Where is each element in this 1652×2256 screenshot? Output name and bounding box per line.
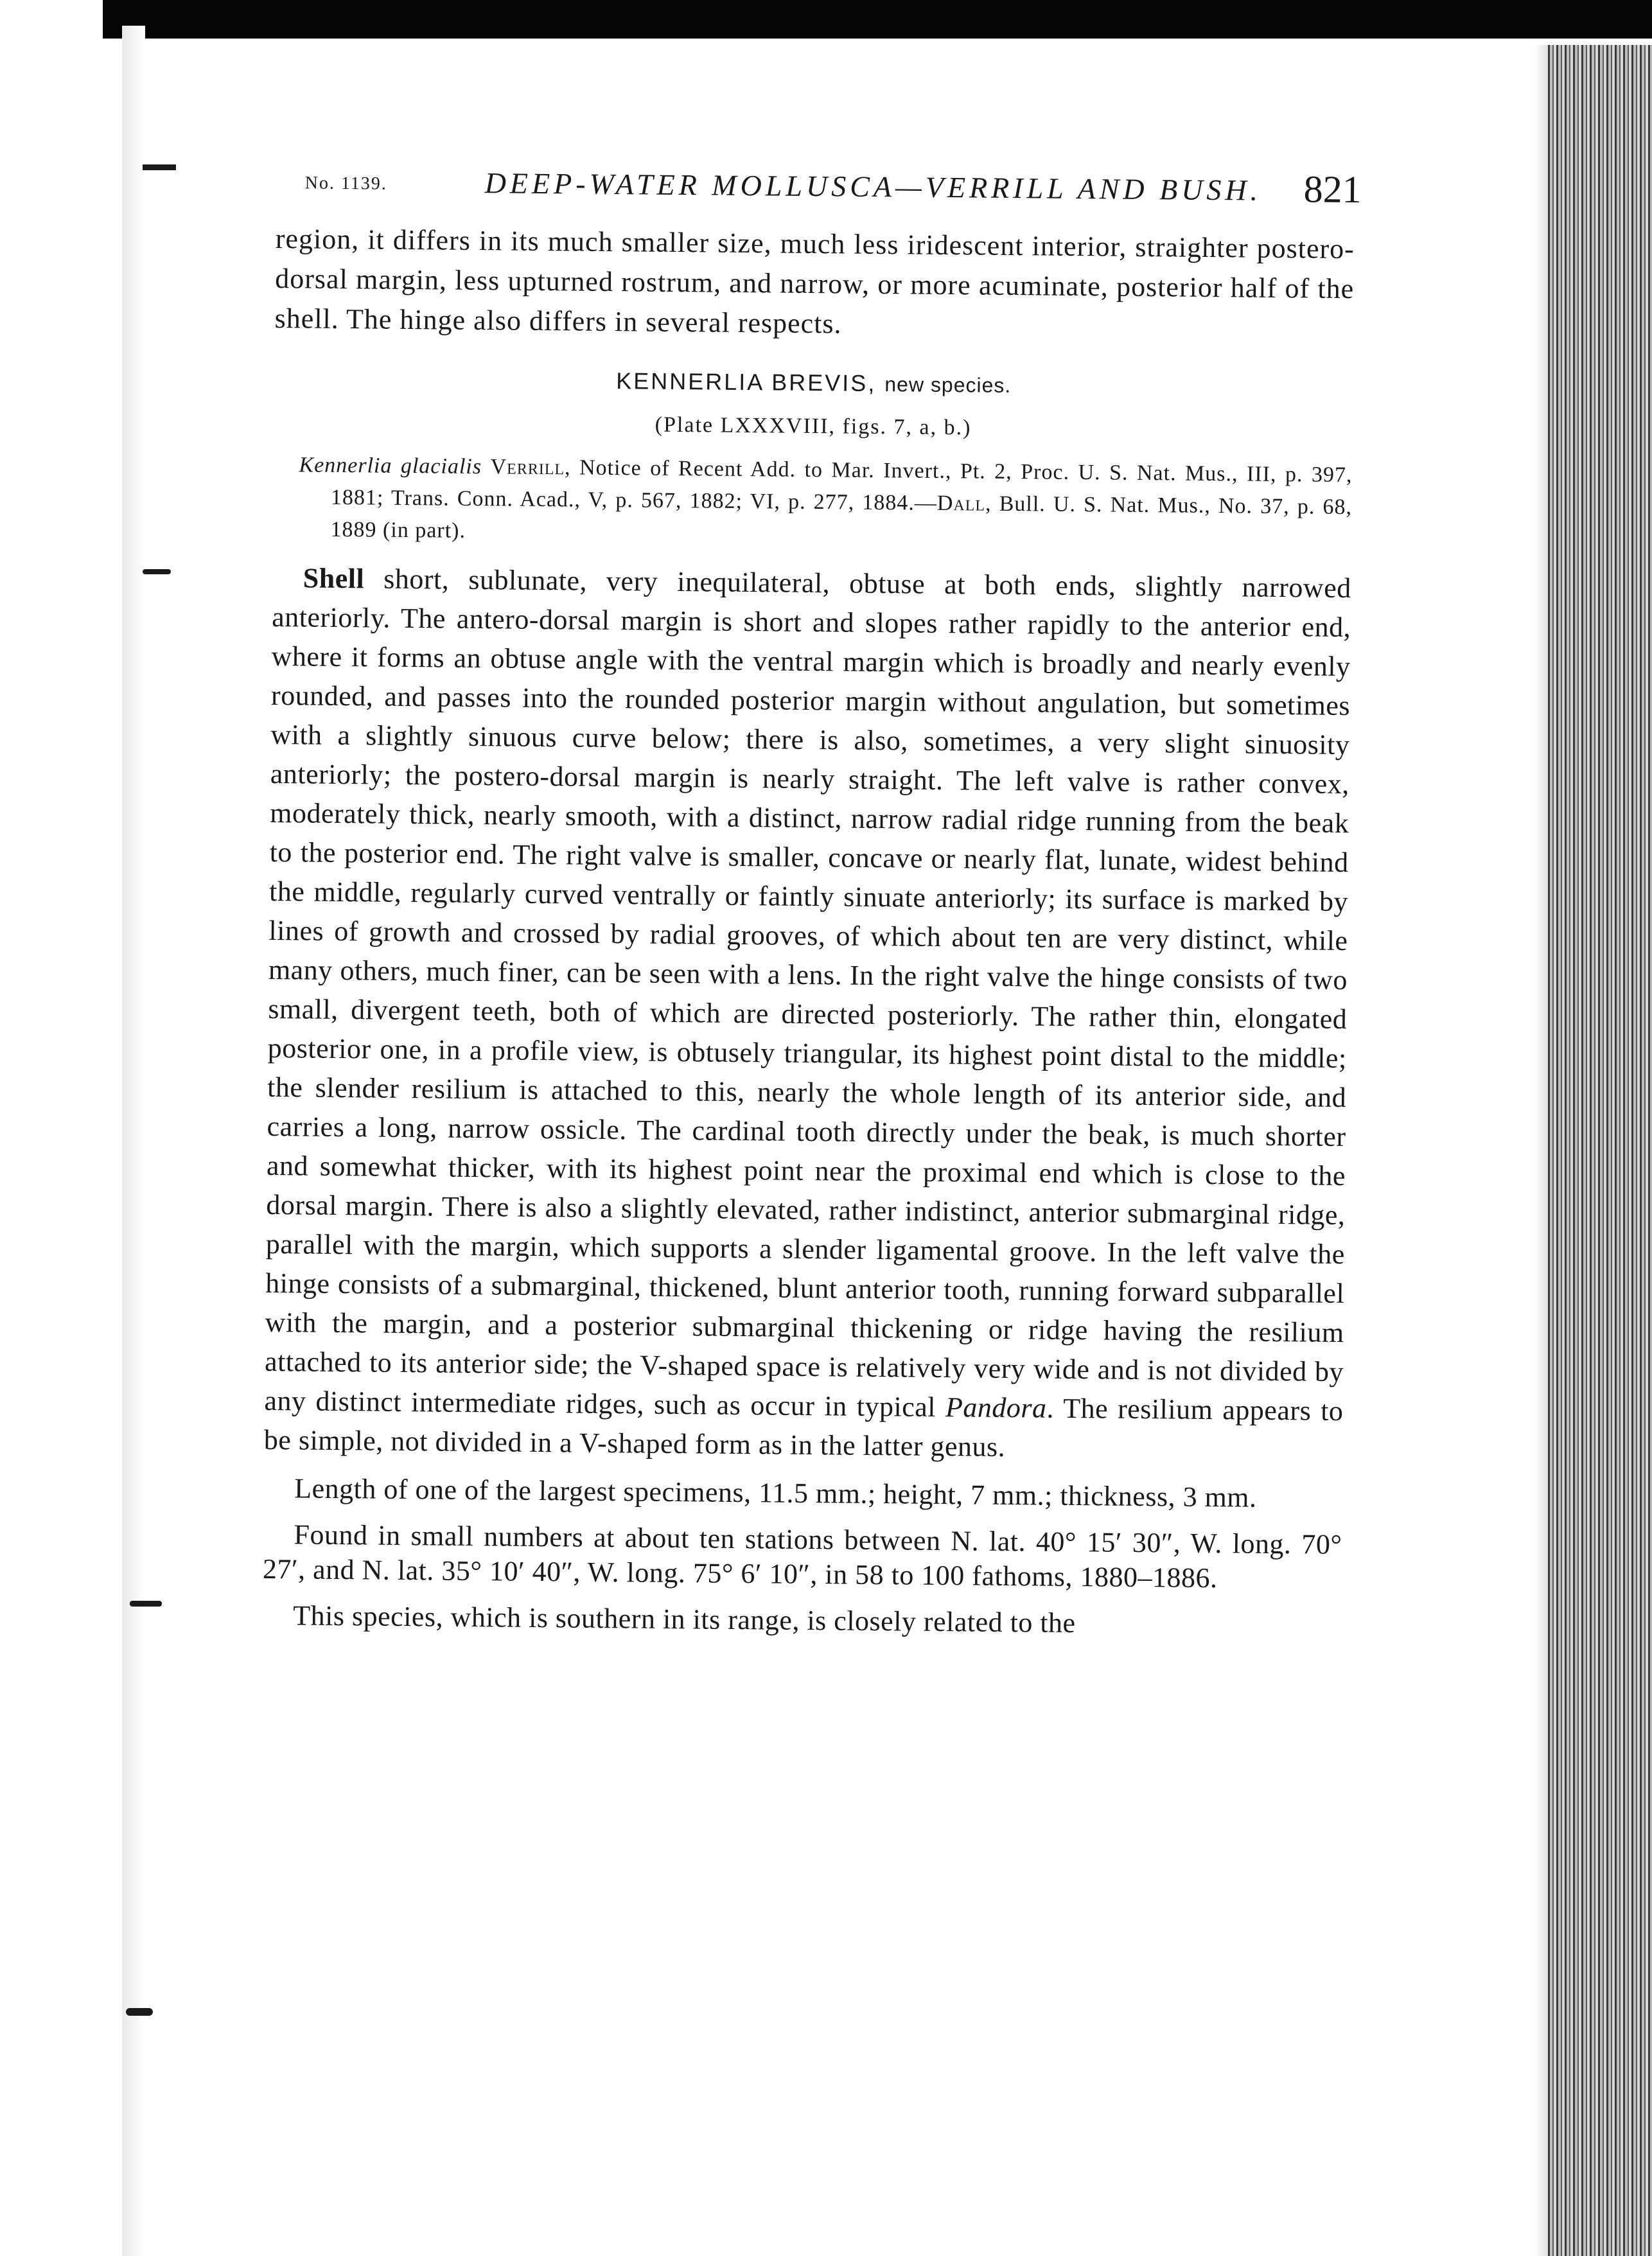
book-page <box>262 164 1362 1643</box>
synonym-reference: , Notice of Recent Add. to Mar. Invert., Pt. 2, Proc. U. S. Nat. Mus., III, p. 397, 1881; Trans. Conn. Acad., V, p. 567, 1882; VI, p. 277, 1884.— <box>330 455 1353 515</box>
species-name: KENNERLIA BREVIS, <box>616 367 877 396</box>
description-tail: . The resilium appears to be simple, not divided in a V-shaped form as in the latter genus. <box>263 1392 1344 1463</box>
synonym-author: Dall <box>936 491 986 516</box>
binding-mark <box>126 2008 153 2016</box>
binding-mark <box>143 164 176 170</box>
species-status: new species. <box>884 373 1012 397</box>
description-lead: Shell <box>303 562 365 595</box>
closing-paragraph: This species, which is southern in its range, is closely related to the <box>293 1599 1076 1639</box>
page-number: 821 <box>1303 168 1362 211</box>
species-heading <box>274 364 1353 401</box>
description-text: short, sublunate, very inequilateral, obtuse at both ends, slightly narrowed anteriorly. The antero-dorsal margin is short and slopes rather rapidly to the anterior end, where it forms an obtuse angle with the ventral margin which is broadly and nearly evenly rounded, and passes into the rounded posterior margin without angulation, but sometimes with a slightly sinuous curve below; there is also, sometimes, a very slight sinuosity anteriorly; the postero-dorsal margin is nearly straight. The left valve is rather convex, moderately thick, nearly smooth, with a distinct, narrow radial ridge running from the beak to the posterior end. The right valve is smaller, concave or nearly flat, lunate, widest behind the middle, regularly curved ventrally or faintly sinuate anteriorly; its surface is marked by lines of growth and crossed by radial grooves, of which about ten are very distinct, while many others, much finer, can be seen with a lens. In the right valve the hinge consists of two small, divergent teeth, both of which are directed posteriorly. The rather thin, elongated posterior one, in a profile view, is obtusely triangular, its highest point distal to the middle; the slender resilium is attached to this, nearly the whole length of its anterior side, and carries a long, narrow ossicle. The cardinal tooth directly under the beak, is much shorter and somewhat thicker, with its highest point near the proximal end which is close to the dorsal margin. There is also a slightly elevated, rather indistinct, anterior submarginal ridge, parallel with the margin, which supports a slender ligamental groove. In the left valve the hinge consists of a submarginal, thickened, blunt anterior tooth, running forward subparallel with the margin, and a posterior submarginal thickening or ridge having the resilium attached to its anterior side; the V-shaped space is relatively very wide and is not divided by any distinct intermediate ridges, such as occur in typical <box>264 563 1351 1423</box>
distribution-paragraph: Found in small numbers at about ten stations between N. lat. 40° 15′ 30″, W. long. 70° 27′, and N. lat. 35° 10′ 40″, W. long. 75° 6′ 10″, in 58 to 100 fathoms, 1880–1886. <box>262 1519 1342 1594</box>
running-title: DEEP-WATER MOLLUSCA—VERRILL AND BUSH. <box>484 166 1262 207</box>
book-page-edges <box>1548 45 1652 2256</box>
running-header <box>276 164 1362 225</box>
binding-mark <box>143 569 171 574</box>
synonym-author: Verrill <box>490 455 565 480</box>
intro-paragraph: region, it differs in its much smaller size, much less iridescent interior, straighter postero-dorsal margin, less upturned rostrum, and narrow, or more acuminate, posterior half of the shell. The hinge also differs in several respects. <box>274 222 1355 340</box>
synonymy <box>272 449 1352 556</box>
report-number: No. 1139. <box>304 173 388 194</box>
genus-name: Pandora <box>945 1391 1047 1424</box>
scan-left-margin <box>0 0 103 2256</box>
scan-top-border <box>0 0 1652 39</box>
description-paragraph <box>264 558 1351 1470</box>
plate-reference: (Plate LXXXVIII, figs. 7, a, b.) <box>655 412 972 440</box>
synonym-taxon: Kennerlia glacialis <box>299 453 482 479</box>
binding-mark <box>130 1601 162 1607</box>
binding-shadow <box>122 26 145 2256</box>
measurements-paragraph: Length of one of the largest specimens, 11.5 mm.; height, 7 mm.; thickness, 3 mm. <box>294 1472 1257 1513</box>
synonym-reference: , Bull. U. S. Nat. Mus., No. 37, p. 68, 1889 (in part). <box>330 491 1353 543</box>
